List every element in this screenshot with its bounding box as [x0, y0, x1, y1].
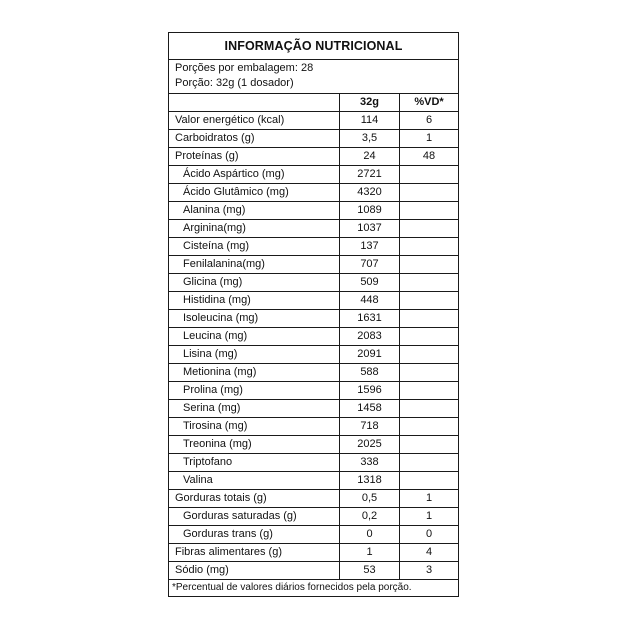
amino-acid-row: [169, 256, 458, 274]
nutrient-label: Gorduras totais (g): [175, 492, 267, 504]
amino-acid-label: Leucina (mg): [183, 330, 248, 342]
amino-acid-dv-empty: [399, 292, 458, 309]
amino-acid-amount: 1089: [339, 202, 399, 219]
nutrient-amount: 53: [339, 562, 399, 579]
nutrient-dv: 1: [399, 130, 458, 147]
amino-acid-amount: 2083: [339, 328, 399, 345]
amino-acid-label: Alanina (mg): [183, 204, 246, 216]
amino-acid-dv-empty: [399, 274, 458, 291]
nutrition-facts-table: [168, 32, 459, 597]
amino-acid-row: [169, 310, 458, 328]
row-energy: [169, 112, 458, 130]
amino-acid-row: [169, 454, 458, 472]
amino-acid-dv-empty: [399, 472, 458, 489]
serving-size: Porção: 32g (1 dosador): [175, 77, 294, 89]
table-title: INFORMAÇÃO NUTRICIONAL: [169, 33, 458, 60]
amino-acid-label: Fenilalanina(mg): [183, 258, 265, 270]
amino-acid-dv-empty: [399, 454, 458, 471]
amino-acid-label: Triptofano: [183, 456, 233, 468]
row-carbohydrates: [169, 130, 458, 148]
nutrient-dv: 6: [399, 112, 458, 129]
amino-acid-label: Arginina(mg): [183, 222, 246, 234]
amino-acid-amount: 4320: [339, 184, 399, 201]
amino-acid-row: [169, 382, 458, 400]
amino-acid-amount: 2025: [339, 436, 399, 453]
amino-acid-amount: 1631: [339, 310, 399, 327]
amino-acid-label: Ácido Glutâmico (mg): [183, 186, 289, 198]
amino-acid-label: Isoleucina (mg): [183, 312, 259, 324]
nutrient-label: Gorduras trans (g): [183, 528, 273, 540]
amino-acid-row: [169, 220, 458, 238]
amino-acid-dv-empty: [399, 418, 458, 435]
amino-acid-amount: 2091: [339, 346, 399, 363]
amino-acid-label: Valina: [183, 474, 213, 486]
amino-acid-dv-empty: [399, 346, 458, 363]
serving-info: [169, 60, 458, 94]
nutrient-amount: 3,5: [339, 130, 399, 147]
amino-acid-label: Cisteína (mg): [183, 240, 250, 252]
column-header-row: [169, 94, 458, 112]
amino-acid-label: Histidina (mg): [183, 294, 251, 306]
amino-acid-amount: 509: [339, 274, 399, 291]
nutrient-label: Gorduras saturadas (g): [183, 510, 297, 522]
amino-acid-label: Glicina (mg): [183, 276, 243, 288]
amino-acid-row: [169, 274, 458, 292]
row-saturated-fat: [169, 508, 458, 526]
amino-acid-amount: 137: [339, 238, 399, 255]
row-trans-fat: [169, 526, 458, 544]
amino-acid-dv-empty: [399, 202, 458, 219]
nutrient-amount: 24: [339, 148, 399, 165]
amino-acid-amount: 1596: [339, 382, 399, 399]
amino-acid-amount: 1318: [339, 472, 399, 489]
amino-acid-dv-empty: [399, 310, 458, 327]
amino-acid-dv-empty: [399, 436, 458, 453]
nutrient-label: Valor energético (kcal): [175, 114, 285, 126]
amino-acid-row: [169, 418, 458, 436]
nutrient-dv: 3: [399, 562, 458, 579]
amino-acid-row: [169, 292, 458, 310]
column-header-amount: 32g: [339, 94, 399, 111]
amino-acid-label: Metionina (mg): [183, 366, 257, 378]
nutrient-dv: 48: [399, 148, 458, 165]
amino-acid-dv-empty: [399, 364, 458, 381]
amino-acid-row: [169, 364, 458, 382]
amino-acid-amount: 338: [339, 454, 399, 471]
amino-acid-row: [169, 166, 458, 184]
row-protein: [169, 148, 458, 166]
nutrient-label: Proteínas (g): [175, 150, 239, 162]
amino-acid-row: [169, 238, 458, 256]
amino-acid-row: [169, 184, 458, 202]
amino-acid-amount: 448: [339, 292, 399, 309]
nutrient-amount: 114: [339, 112, 399, 129]
amino-acid-label: Lisina (mg): [183, 348, 238, 360]
amino-acid-row: [169, 436, 458, 454]
nutrient-amount: 0,2: [339, 508, 399, 525]
footnote: *Percentual de valores diários fornecidos pela porção.: [172, 582, 412, 593]
nutrient-dv: 1: [399, 490, 458, 507]
amino-acid-dv-empty: [399, 328, 458, 345]
nutrient-amount: 1: [339, 544, 399, 561]
amino-acid-dv-empty: [399, 166, 458, 183]
amino-acid-dv-empty: [399, 400, 458, 417]
nutrient-dv: 4: [399, 544, 458, 561]
nutrient-label: Sódio (mg): [175, 564, 229, 576]
nutrient-amount: 0,5: [339, 490, 399, 507]
amino-acid-label: Serina (mg): [183, 402, 241, 414]
amino-acid-row: [169, 472, 458, 490]
nutrient-label: Fibras alimentares (g): [175, 546, 282, 558]
amino-acid-dv-empty: [399, 382, 458, 399]
row-sodium: [169, 562, 458, 580]
column-header-dv: %VD*: [399, 94, 458, 111]
amino-acid-row: [169, 328, 458, 346]
amino-acid-amount: 588: [339, 364, 399, 381]
nutrient-amount: 0: [339, 526, 399, 543]
amino-acid-amount: 718: [339, 418, 399, 435]
column-header-empty: [169, 94, 339, 111]
amino-acid-dv-empty: [399, 256, 458, 273]
row-fiber: [169, 544, 458, 562]
amino-acid-dv-empty: [399, 220, 458, 237]
amino-acid-amount: 2721: [339, 166, 399, 183]
nutrient-dv: 0: [399, 526, 458, 543]
amino-acid-dv-empty: [399, 184, 458, 201]
amino-acid-label: Prolina (mg): [183, 384, 243, 396]
amino-acid-label: Ácido Aspártico (mg): [183, 168, 285, 180]
amino-acid-dv-empty: [399, 238, 458, 255]
nutrient-label: Carboidratos (g): [175, 132, 255, 144]
amino-acid-row: [169, 346, 458, 364]
row-total-fat: [169, 490, 458, 508]
servings-per-package: Porções por embalagem: 28: [175, 62, 314, 74]
amino-acid-label: Treonina (mg): [183, 438, 252, 450]
amino-acid-row: [169, 202, 458, 220]
amino-acid-amount: 707: [339, 256, 399, 273]
amino-acid-amount: 1458: [339, 400, 399, 417]
nutrient-dv: 1: [399, 508, 458, 525]
amino-acid-label: Tirosina (mg): [183, 420, 248, 432]
amino-acid-amount: 1037: [339, 220, 399, 237]
amino-acid-row: [169, 400, 458, 418]
